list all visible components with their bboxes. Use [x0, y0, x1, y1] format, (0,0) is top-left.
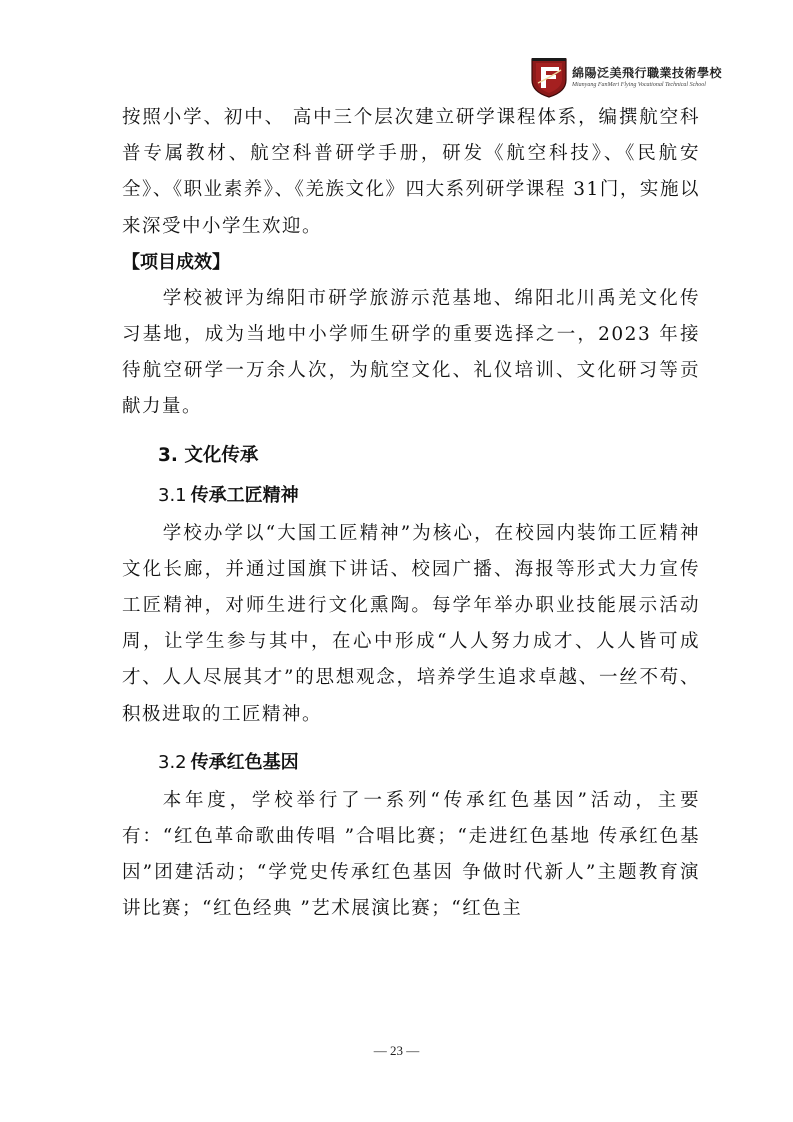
section-3-1-heading	[158, 476, 700, 516]
section-3-2-paragraph: 本年度，学校举行了一系列“传承红色基因”活动，主要有：“红色革命歌曲传唱 ”合唱比赛；“走进红色基地 传承红色基因”团建活动；“学党史传承红色基因 争做时代新人”主题教育演讲比赛；“红色经典 ”艺术展演比赛；“红色主	[122, 789, 700, 920]
school-name-english: Mianyang FanMeri Flying Vocational Technical School	[572, 82, 706, 88]
section-3-1-paragraph: 学校办学以“大国工匠精神”为核心，在校园内装饰工匠精神文化长廊，并通过国旗下讲话、校园广播、海报等形式大力宣传工匠精神，对师生进行文化熏陶。每学年举办职业技能展示活动周，让学生参与其中，在心中形成“人人努力成才、人人皆可成才、人人尽展其才”的思想观念，培养学生追求卓越、一丝不苟、积极进取的工匠精神。	[122, 522, 700, 725]
page-number: — 23 —	[373, 1043, 420, 1058]
section-3-2-title: 传承红色基因	[190, 751, 299, 773]
section-3-1-number: 3.1	[158, 484, 187, 506]
section-3-1-title: 传承工匠精神	[190, 484, 299, 506]
intro-paragraph: 按照小学、初中、 高中三个层次建立研学课程体系，编撰航空科普专属教材、航空科普研学手册，研发《航空科技》、《民航安全》、《职业素养》、《羌族文化》四大系列研学课程 31门，实施以来深受中小学生欢迎。	[122, 107, 700, 237]
school-shield-logo-icon	[529, 56, 569, 98]
document-body	[122, 100, 700, 928]
results-paragraph: 学校被评为绵阳市研学旅游示范基地、绵阳北川禹羌文化传习基地，成为当地中小学师生研学的重要选择之一，2023 年接待航空研学一万余人次，为航空文化、礼仪培训、文化研习等贡献力量。	[122, 287, 700, 418]
section-3-2-heading	[158, 743, 700, 783]
results-label: 【项目成效】	[122, 251, 230, 273]
school-name-chinese: 綿陽泛美飛行職業技術學校	[572, 66, 723, 80]
school-name-block	[572, 64, 762, 88]
section-3-2-number: 3.2	[158, 751, 187, 773]
section-3-heading: 3. 文化传承	[158, 444, 259, 466]
